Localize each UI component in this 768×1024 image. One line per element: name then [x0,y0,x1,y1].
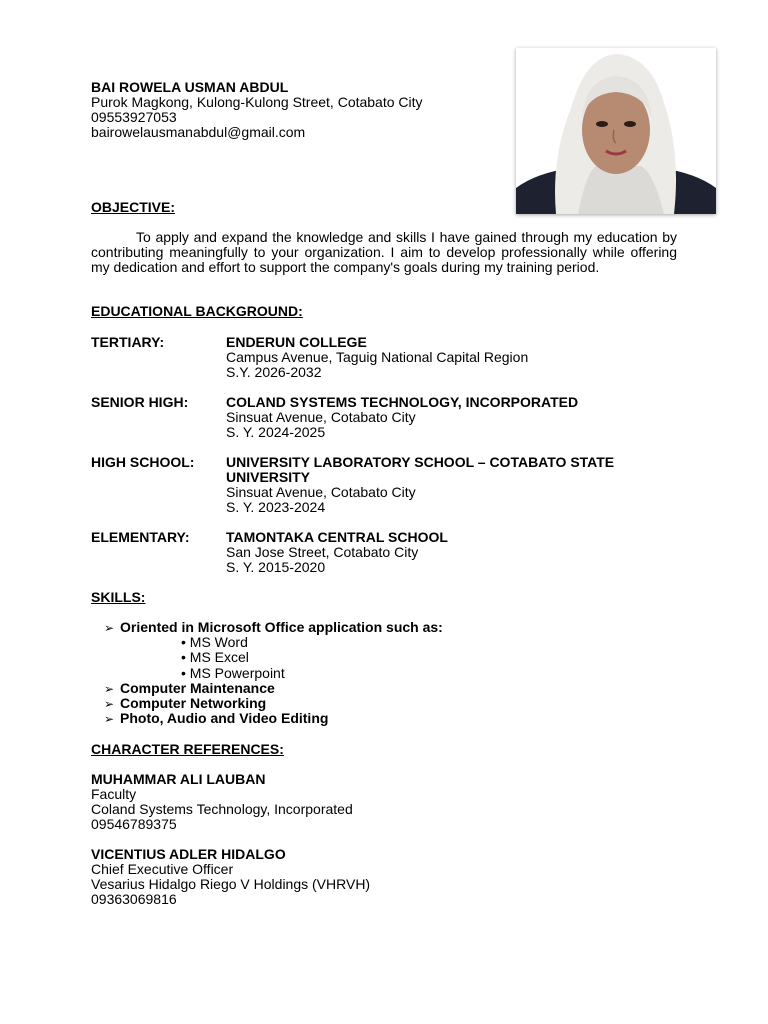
skill-item: ➢ Oriented in Microsoft Office application such as: [104,619,443,635]
reference-phone: 09363069816 [91,891,177,907]
applicant-phone: 09553927053 [91,109,177,125]
arrow-bullet-icon: ➢ [104,696,115,711]
references-heading: CHARACTER REFERENCES: [91,741,284,757]
skill-item: ➢ Photo, Audio and Video Editing [104,710,329,727]
education-level: TERTIARY: [91,334,165,350]
education-level: ELEMENTARY: [91,529,190,545]
reference-title: Faculty [91,786,137,802]
arrow-bullet-icon: ➢ [104,621,115,635]
reference-title: Chief Executive Officer [91,861,234,877]
school-year: S. Y. 2015-2020 [226,559,326,575]
objective-text: To apply and expand the knowledge and skills I have gained through my education by contributing meaningfully to your organization. I aim to develop professionally while offering my dedication and effort to support the company's goals during my training period. [91,229,677,275]
school-name: UNIVERSITY LABORATORY SCHOOL – COTABATO STATE UNIVERSITY [226,454,615,485]
school-address: San Jose Street, Cotabato City [226,544,419,560]
school-year: S. Y. 2024-2025 [226,424,326,440]
school-address: Sinsuat Avenue, Cotabato City [226,409,416,425]
reference-organization: Vesarius Hidalgo Riego V Holdings (VHRVH) [91,876,371,892]
applicant-address: Purok Magkong, Kulong-Kulong Street, Cotabato City [91,94,423,110]
skills-heading: SKILLS: [91,589,146,605]
skills-list [104,620,443,726]
objective-heading: OBJECTIVE: [91,199,176,215]
education-level: SENIOR HIGH: [91,394,189,410]
school-name: TAMONTAKA CENTRAL SCHOOL [226,529,448,545]
school-address: Campus Avenue, Taguig National Capital Region [226,349,529,365]
school-address: Sinsuat Avenue, Cotabato City [226,484,416,500]
reference-phone: 09546789375 [91,816,177,832]
school-name: ENDERUN COLLEGE [226,334,367,350]
skill-subitem: • MS Word [181,634,248,651]
education-level: HIGH SCHOOL: [91,454,195,470]
skill-item: ➢ Computer Networking [104,694,267,711]
reference-entry [91,847,370,907]
applicant-photo [516,48,716,214]
applicant-email: bairowelausmanabdul@gmail.com [91,124,306,140]
portrait-illustration [516,48,716,214]
school-year: S. Y. 2023-2024 [226,499,326,515]
reference-name: VICENTIUS ADLER HIDALGO [91,846,286,862]
reference-name: MUHAMMAR ALI LAUBAN [91,771,266,787]
skill-subitem: • MS Powerpoint [181,664,285,681]
reference-organization: Coland Systems Technology, Incorporated [91,801,353,817]
arrow-bullet-icon: ➢ [104,681,115,696]
reference-entry [91,772,353,832]
skill-subitem: • MS Excel [181,649,249,666]
skill-item: ➢ Computer Maintenance [104,679,275,696]
education-heading: EDUCATIONAL BACKGROUND: [91,303,303,319]
contact-header [91,80,423,140]
arrow-bullet-icon: ➢ [104,712,115,727]
school-name: COLAND SYSTEMS TECHNOLOGY, INCORPORATED [226,394,579,410]
school-year: S.Y. 2026-2032 [226,364,322,380]
applicant-name: BAI ROWELA USMAN ABDUL [91,79,289,95]
